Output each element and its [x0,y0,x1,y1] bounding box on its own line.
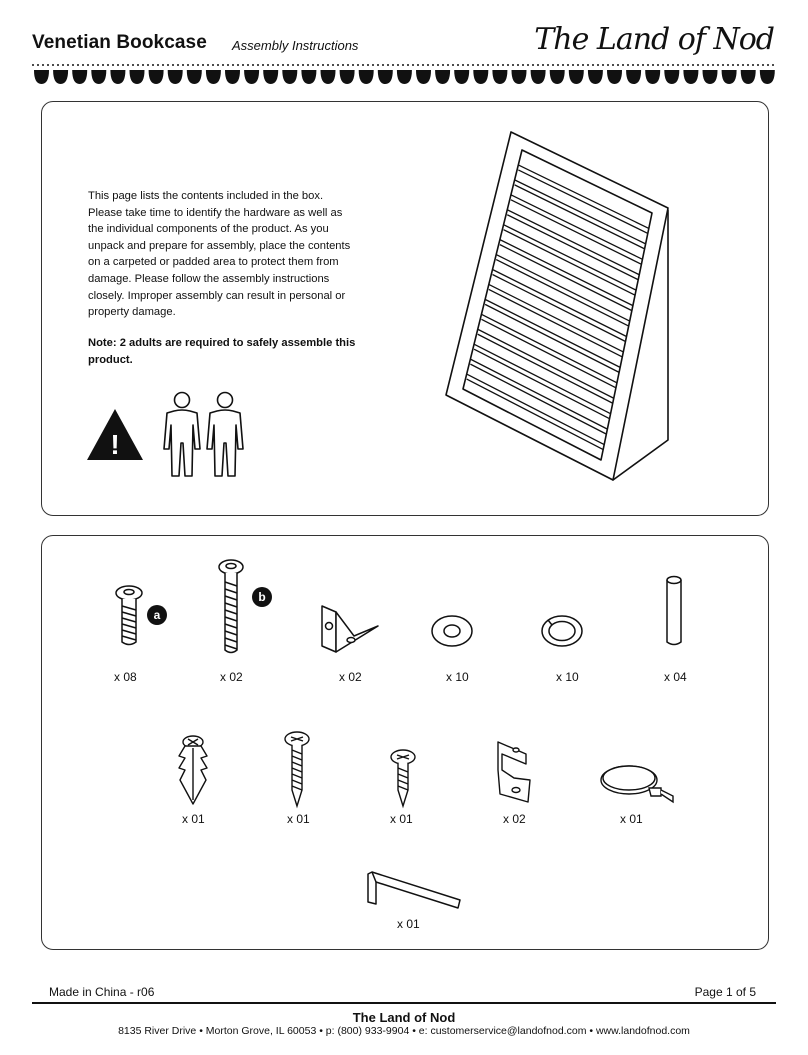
scallop-shape [130,70,145,84]
scalloped-border [32,64,776,86]
scallop-shape [206,70,221,84]
scallop-shape [72,70,87,84]
short-wood-screw-icon [388,748,418,808]
scallop-shape [340,70,355,84]
scallop-shape [263,70,278,84]
scallop-shape [512,70,527,84]
scallop-shape [645,70,660,84]
warning-mark: ! [110,429,120,460]
corner-bracket-icon [318,604,380,654]
page-header [32,22,776,68]
scallop-shape [168,70,183,84]
svg-text:b: b [258,590,266,604]
quantity-label: x 02 [220,670,243,684]
badge-a [146,604,168,626]
scallop-shape [454,70,469,84]
long-bolt-icon [214,558,248,656]
scallop-shape [607,70,622,84]
quantity-label: x 02 [339,670,362,684]
scallop-shape [435,70,450,84]
scallop-shape [225,70,240,84]
quantity-label: x 10 [556,670,579,684]
two-adults-icon [162,391,247,479]
scallop-shape [531,70,546,84]
scallop-shape [378,70,393,84]
bookcase-illustration [438,130,678,485]
scallop-shape [397,70,412,84]
scallop-shape [760,70,775,84]
scallop-shape [416,70,431,84]
scallop-shape [359,70,374,84]
scallop-shape [722,70,737,84]
quantity-label: x 04 [664,670,687,684]
scallop-shape [703,70,718,84]
scallop-shape [34,70,49,84]
scallop-shape [149,70,164,84]
scallop-shape [626,70,641,84]
contents-overview-panel [41,101,769,516]
scallop-shape [741,70,756,84]
scallop-shape [282,70,297,84]
svg-text:a: a [153,608,161,622]
wall-anchor-icon [175,734,211,806]
footer-contact-info: 8135 River Drive • Morton Grove, IL 60053 • p: (800) 933-9904 • e: customerservice@landofnod.com • www.landofnod.com [118,1025,690,1037]
scallop-shape [664,70,679,84]
quantity-label: x 01 [287,812,310,826]
quantity-label: x 01 [397,917,420,931]
made-in-label: Made in China - r06 [49,985,155,999]
badge-b [251,586,273,608]
short-bolt-icon [112,584,146,648]
quantity-label: x 01 [182,812,205,826]
scallop-shape [91,70,106,84]
allen-key-icon [364,866,464,911]
scallop-shape [301,70,316,84]
document-subtitle: Assembly Instructions [232,38,359,53]
scallop-shape [473,70,488,84]
hardware-panel [41,535,769,950]
scallop-shape [321,70,336,84]
scallop-shape [244,70,259,84]
scallop-shape [53,70,68,84]
safety-note: Note: 2 adults are required to safely assemble this product. [88,337,356,366]
quantity-label: x 02 [503,812,526,826]
scallop-shape [550,70,565,84]
scallop-shape [187,70,202,84]
angle-bracket-icon [494,740,534,804]
scallop-shape [683,70,698,84]
scallop-shape [588,70,603,84]
scallop-shape [110,70,125,84]
footer-divider [32,1002,776,1004]
quantity-label: x 01 [390,812,413,826]
brand-logo: The Land of Nod [534,22,774,57]
footer-company-name: The Land of Nod [352,1010,456,1025]
long-wood-screw-icon [282,730,312,808]
quantity-label: x 10 [446,670,469,684]
dowel-icon [662,574,686,648]
document-title: Venetian Bookcase [32,32,207,53]
scallop-shape [492,70,507,84]
page-number: Page 1 of 5 [694,985,756,999]
quantity-label: x 08 [114,670,137,684]
quantity-label: x 01 [620,812,643,826]
cable-tie-icon [599,762,675,806]
warning-icon [85,407,145,462]
flat-washer-icon [430,614,474,648]
lock-washer-icon [540,614,584,648]
scallop-shape [569,70,584,84]
intro-paragraph: This page lists the contents included in the box. Please take time to identify the hardware as well as the individual components of the product. As you unpack and prepare for assembly, place the contents on a carpeted or padded area to protect them from damage. Please follow the assembly instructions closely. Improper assembly can result in personal or property damage. [88,190,351,319]
